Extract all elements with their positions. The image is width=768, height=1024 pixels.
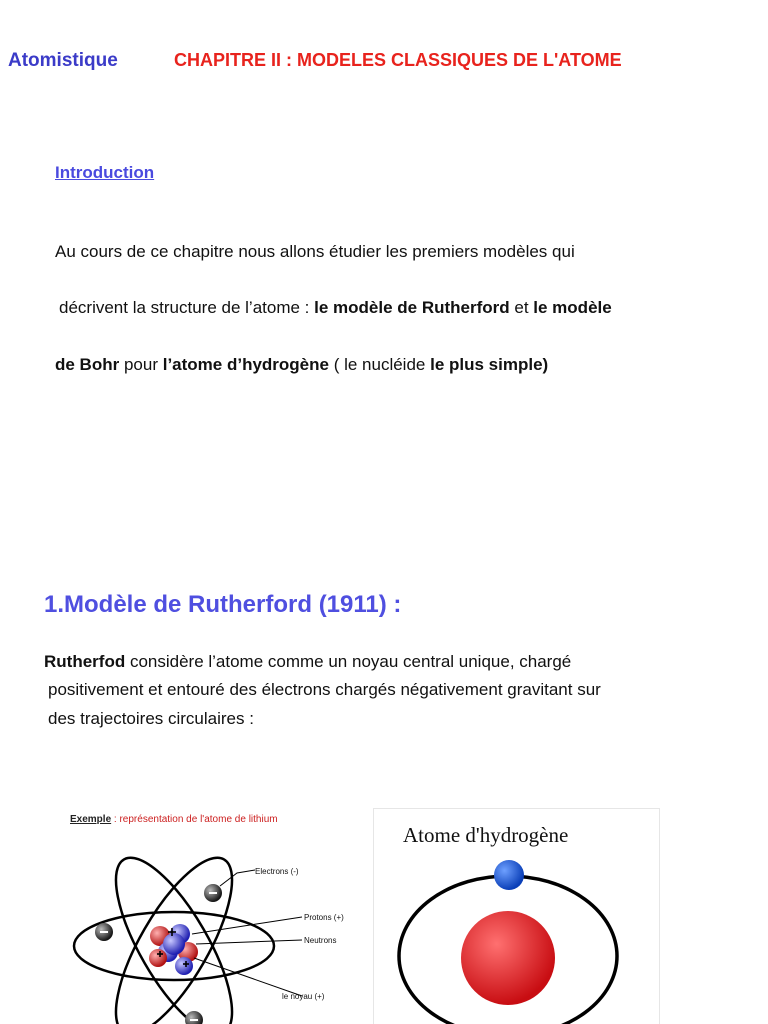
label-noyau: le noyau (+) [282,992,325,1001]
intro-line-1: Au cours de ce chapitre nous allons étudier les premiers modèles qui [55,242,575,261]
intro-line-2: décrivent la structure de l’atome : le modèle de Rutherford et le modèle [59,298,612,317]
chapter-title: CHAPITRE II : MODELES CLASSIQUES DE L'ATOME [174,50,622,70]
section-1-line-3: des trajectoires circulaires : [48,709,254,728]
hydrogen-atom-figure [373,808,661,1024]
section-1-line-1: Rutherfod considère l’atome comme un noyau central unique, chargé [44,652,572,671]
nucleus [149,924,198,975]
hydrogen-electron [494,860,524,890]
section-1-line-2: positivement et entouré des électrons chargés négativement gravitant sur [48,680,601,699]
label-neutrons: Neutrons [304,936,337,945]
hydrogen-nucleus [461,911,555,1005]
section-1-title: 1.Modèle de Rutherford (1911) : [44,591,402,618]
label-electrons: Electrons (-) [255,867,299,876]
lithium-atom-figure [62,806,352,1024]
label-protons: Protons (+) [304,913,344,922]
hydrogen-title: Atome d'hydrogène [403,823,569,847]
intro-heading: Introduction [55,163,155,182]
intro-line-3: de Bohr pour l’atome d’hydrogène ( le nucléide le plus simple) [55,355,549,374]
lithium-caption: Exemple : représentation de l'atome de lithium [70,814,278,825]
header-subject: Atomistique [8,50,118,71]
